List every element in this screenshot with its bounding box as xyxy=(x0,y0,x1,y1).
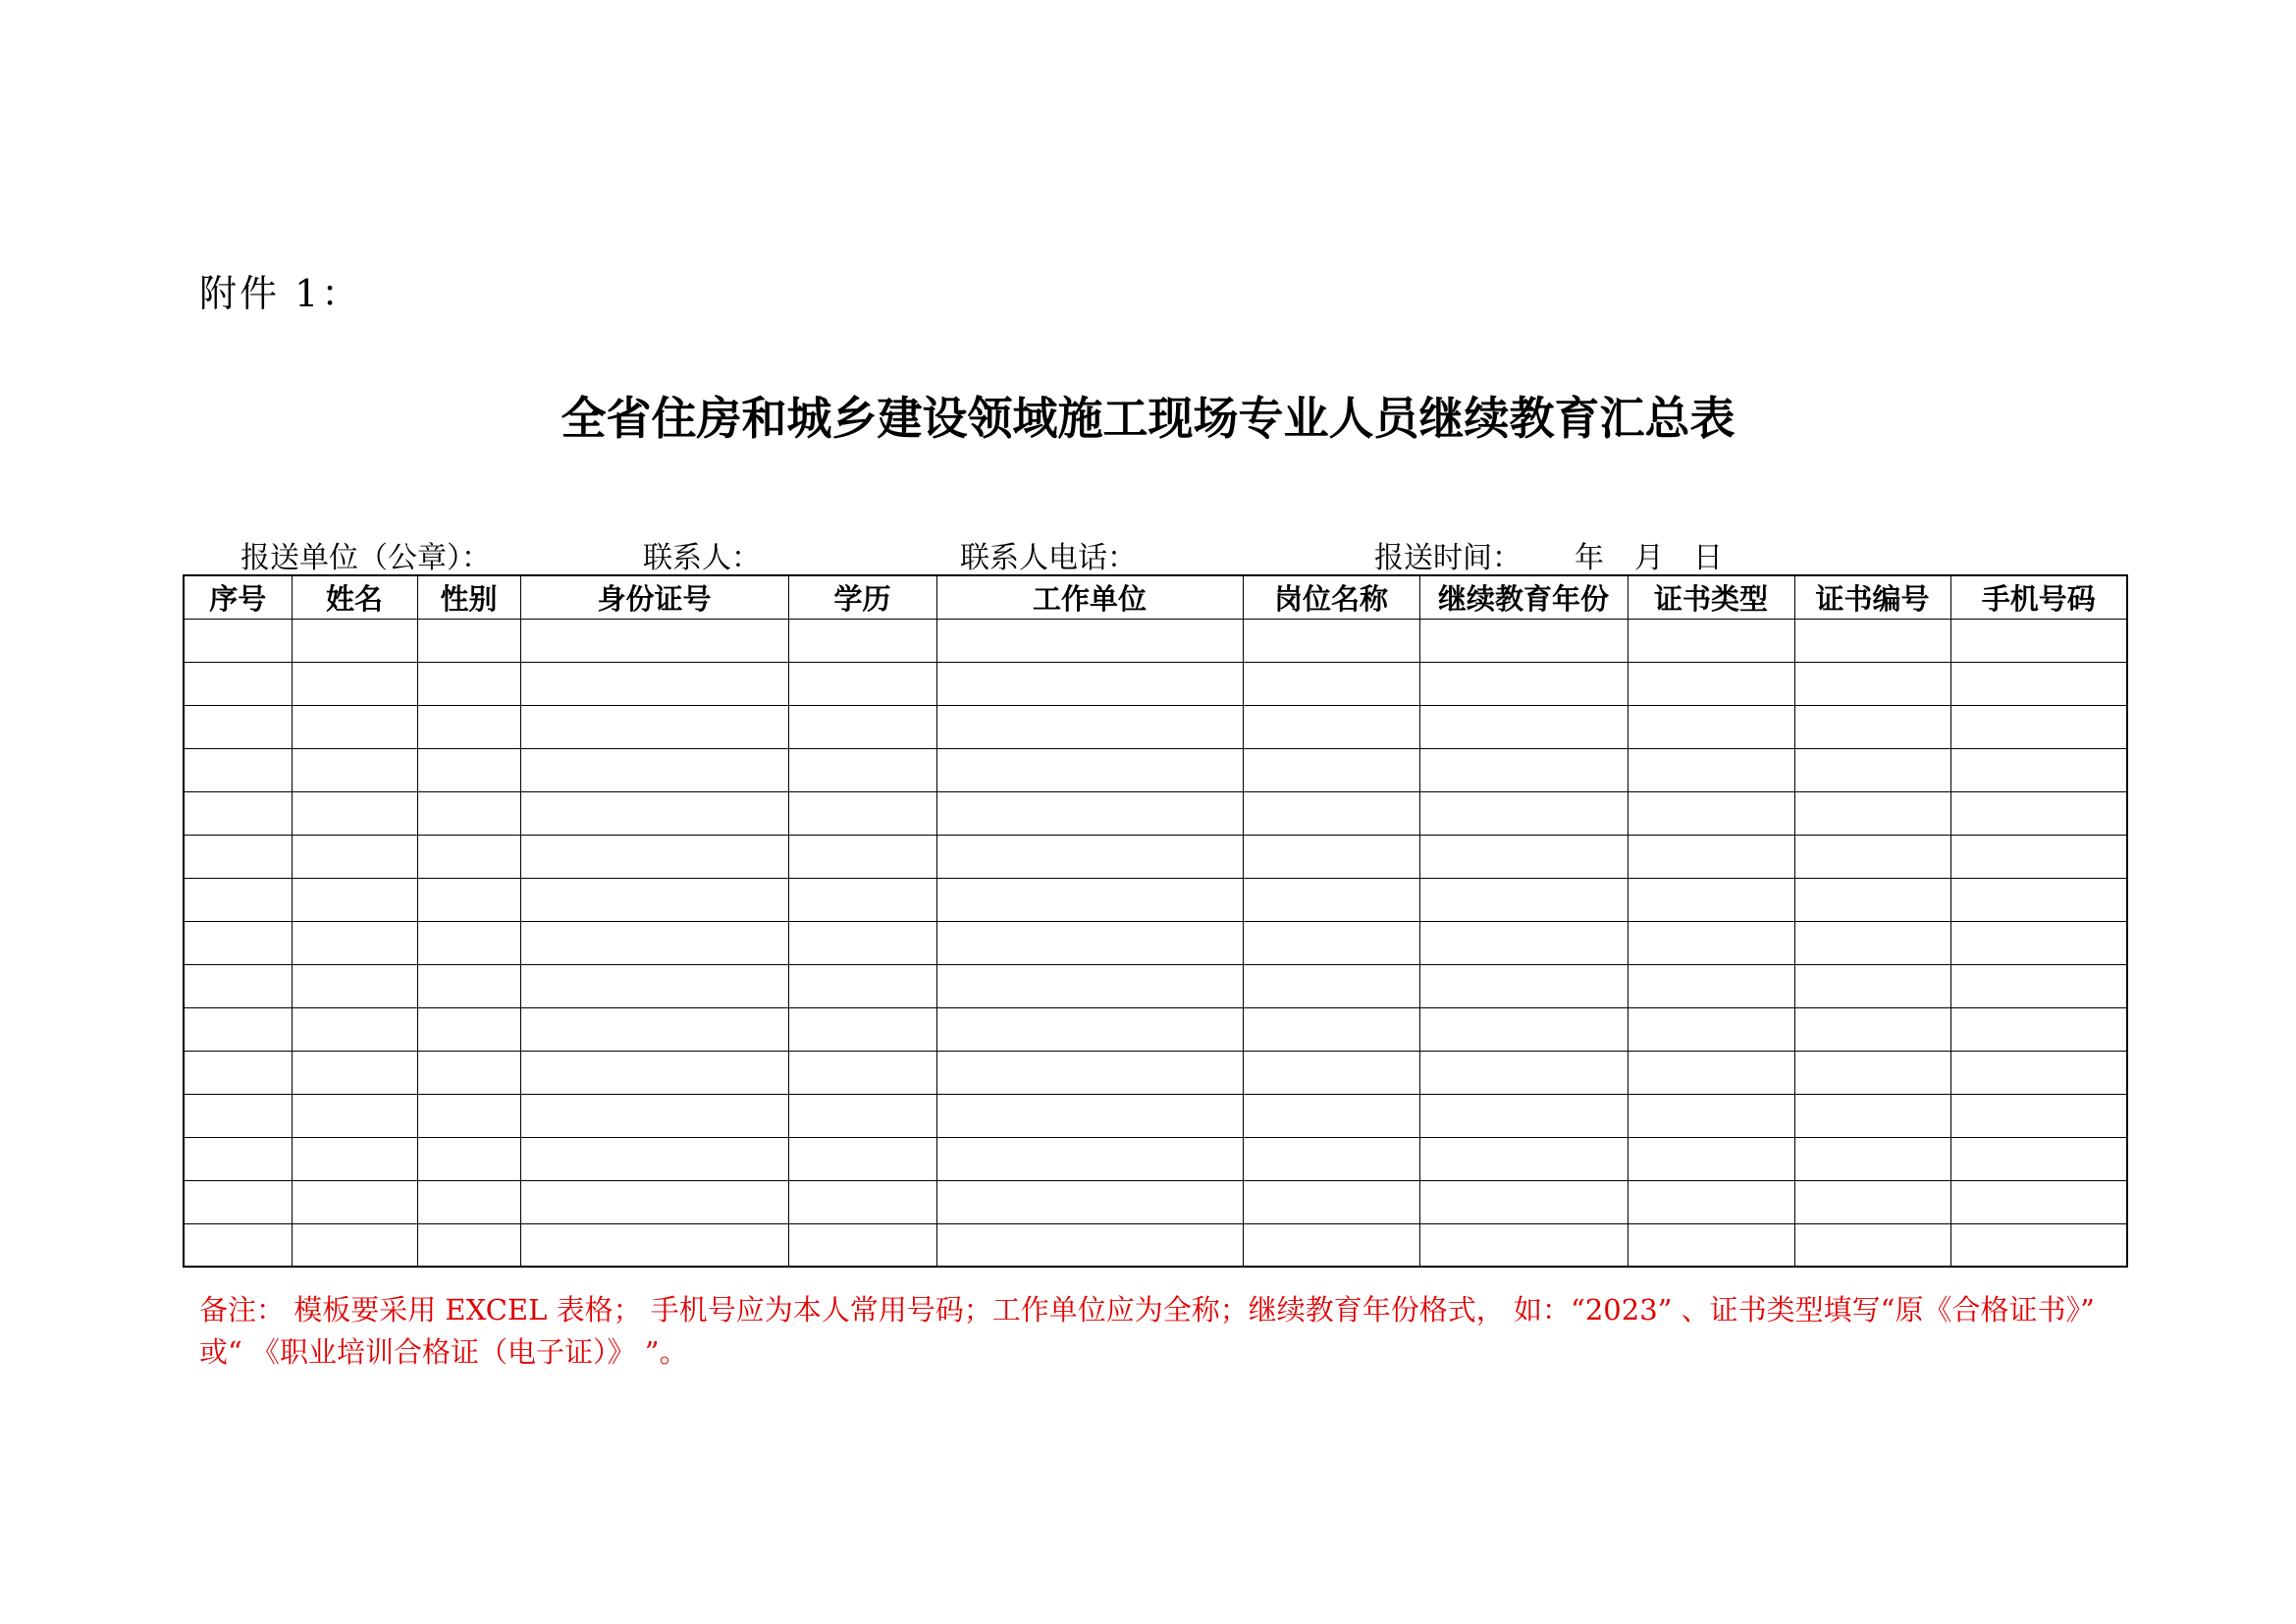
header-row xyxy=(184,575,2127,619)
table-cell xyxy=(1794,662,1950,705)
table-cell xyxy=(184,662,292,705)
table-cell xyxy=(1950,1051,2127,1094)
table-cell xyxy=(1628,1051,1794,1094)
table-cell xyxy=(184,921,292,964)
table-cell xyxy=(1950,662,2127,705)
table-cell xyxy=(292,1223,417,1267)
table-cell xyxy=(1950,1223,2127,1267)
table-cell xyxy=(292,791,417,835)
header-phone-number: 手机号码 xyxy=(1950,575,2127,619)
header-id-number: 身份证号 xyxy=(520,575,788,619)
note-line-2: 或“ 《职业培训合格证（电子证）》 ”。 xyxy=(199,1335,688,1369)
table-cell xyxy=(520,1051,788,1094)
table-cell xyxy=(1794,619,1950,662)
table-cell xyxy=(1950,791,2127,835)
table-cell xyxy=(1950,835,2127,878)
table-cell xyxy=(292,1094,417,1137)
table-cell xyxy=(788,1094,936,1137)
table-cell xyxy=(1628,835,1794,878)
attachment-label: 附件 1： xyxy=(199,272,362,315)
table-row xyxy=(184,835,2127,878)
table-cell xyxy=(520,705,788,748)
table-cell xyxy=(520,748,788,791)
table-cell xyxy=(184,1094,292,1137)
table-cell xyxy=(520,1137,788,1180)
table-cell xyxy=(1628,619,1794,662)
table-cell xyxy=(936,1137,1243,1180)
month-label: 月 xyxy=(1634,541,1664,575)
table-cell xyxy=(1794,748,1950,791)
table-cell xyxy=(936,835,1243,878)
reporting-unit-label: 报送单位（公章）： xyxy=(240,541,491,575)
table-cell xyxy=(1794,1180,1950,1223)
table-cell xyxy=(520,1223,788,1267)
table-cell xyxy=(184,1137,292,1180)
table-cell xyxy=(936,791,1243,835)
table-cell xyxy=(1794,964,1950,1007)
table-cell xyxy=(1419,1007,1628,1051)
table-row xyxy=(184,1007,2127,1051)
table-cell xyxy=(1950,1180,2127,1223)
table-cell xyxy=(1419,705,1628,748)
table-cell xyxy=(1243,1223,1419,1267)
table-cell xyxy=(788,1223,936,1267)
table-cell xyxy=(292,878,417,921)
table-row xyxy=(184,964,2127,1007)
table-cell xyxy=(184,1180,292,1223)
table-cell xyxy=(292,662,417,705)
table-cell xyxy=(1419,1094,1628,1137)
header-work-unit: 工作单位 xyxy=(936,575,1243,619)
table-cell xyxy=(1243,1094,1419,1137)
table-cell xyxy=(1950,1094,2127,1137)
table-cell xyxy=(936,921,1243,964)
table-cell xyxy=(1794,921,1950,964)
table-cell xyxy=(936,662,1243,705)
table-cell xyxy=(1950,748,2127,791)
table-cell xyxy=(1628,1007,1794,1051)
table-cell xyxy=(292,921,417,964)
table-cell xyxy=(520,835,788,878)
table-cell xyxy=(1794,1094,1950,1137)
table-cell xyxy=(1243,1051,1419,1094)
table-cell xyxy=(1419,878,1628,921)
table-cell xyxy=(936,748,1243,791)
table-cell xyxy=(1950,1137,2127,1180)
table-cell xyxy=(292,835,417,878)
table-cell xyxy=(520,1094,788,1137)
table-cell xyxy=(788,1051,936,1094)
contact-phone-label: 联系人电话： xyxy=(960,541,1137,575)
table-cell xyxy=(1628,662,1794,705)
table-cell xyxy=(1243,964,1419,1007)
table-cell xyxy=(1794,1137,1950,1180)
table-cell xyxy=(520,1007,788,1051)
table-cell xyxy=(1794,878,1950,921)
table-body xyxy=(184,619,2127,1267)
table-cell xyxy=(1628,791,1794,835)
table-cell xyxy=(417,1223,520,1267)
table-cell xyxy=(1419,662,1628,705)
table-row xyxy=(184,1137,2127,1180)
table-cell xyxy=(292,1180,417,1223)
table-cell xyxy=(1243,1007,1419,1051)
table-cell xyxy=(936,1180,1243,1223)
table-cell xyxy=(417,1094,520,1137)
table-cell xyxy=(1950,964,2127,1007)
table-cell xyxy=(788,964,936,1007)
table-cell xyxy=(417,748,520,791)
table-cell xyxy=(520,921,788,964)
table-cell xyxy=(1243,748,1419,791)
table-cell xyxy=(1794,1007,1950,1051)
table-cell xyxy=(788,1180,936,1223)
table-row xyxy=(184,1180,2127,1223)
table-cell xyxy=(936,878,1243,921)
table-cell xyxy=(1794,791,1950,835)
table-cell xyxy=(292,1137,417,1180)
table-row xyxy=(184,1094,2127,1137)
table-cell xyxy=(1243,705,1419,748)
table-cell xyxy=(1243,1180,1419,1223)
contact-person-label: 联系人： xyxy=(643,541,761,575)
table-cell xyxy=(788,878,936,921)
table-cell xyxy=(520,964,788,1007)
table-cell xyxy=(1950,1007,2127,1051)
report-time-label: 报送时间： xyxy=(1374,541,1522,575)
table-cell xyxy=(1243,619,1419,662)
table-cell xyxy=(788,921,936,964)
table-cell xyxy=(936,964,1243,1007)
table-cell xyxy=(936,1094,1243,1137)
table-cell xyxy=(292,964,417,1007)
table-cell xyxy=(184,964,292,1007)
header-certificate-type: 证书类型 xyxy=(1628,575,1794,619)
table-cell xyxy=(417,1007,520,1051)
header-education-year: 继续教育年份 xyxy=(1419,575,1628,619)
table-cell xyxy=(292,1007,417,1051)
table-cell xyxy=(520,791,788,835)
table-cell xyxy=(1243,791,1419,835)
table-row xyxy=(184,619,2127,662)
table-row xyxy=(184,921,2127,964)
table-cell xyxy=(184,1223,292,1267)
table-row xyxy=(184,1051,2127,1094)
table-cell xyxy=(1950,705,2127,748)
table-cell xyxy=(1628,1094,1794,1137)
table-cell xyxy=(417,1137,520,1180)
table-cell xyxy=(1243,835,1419,878)
table-cell xyxy=(1419,964,1628,1007)
table-cell xyxy=(1419,835,1628,878)
table-row xyxy=(184,1223,2127,1267)
table-cell xyxy=(1628,964,1794,1007)
table-cell xyxy=(1628,878,1794,921)
table-cell xyxy=(1628,921,1794,964)
table-cell xyxy=(1419,619,1628,662)
table-cell xyxy=(788,662,936,705)
table-cell xyxy=(1243,921,1419,964)
table-cell xyxy=(1794,1223,1950,1267)
table-cell xyxy=(184,1007,292,1051)
table-cell xyxy=(788,748,936,791)
table-row xyxy=(184,662,2127,705)
table-cell xyxy=(788,619,936,662)
table-cell xyxy=(417,791,520,835)
table-cell xyxy=(520,662,788,705)
table-cell xyxy=(1419,921,1628,964)
table-cell xyxy=(1794,1051,1950,1094)
day-label: 日 xyxy=(1693,541,1723,575)
table-cell xyxy=(788,705,936,748)
table-cell xyxy=(936,1007,1243,1051)
table-cell xyxy=(788,791,936,835)
note-line-1: 备注： 模板要采用 EXCEL 表格； 手机号应为本人常用号码；工作单位应为全称；继续教育年份格式， 如：“2023” 、证书类型填写“原《合格证书》” xyxy=(199,1293,2095,1326)
header-name: 姓名 xyxy=(292,575,417,619)
table-cell xyxy=(292,748,417,791)
table-row xyxy=(184,705,2127,748)
table-cell xyxy=(1794,835,1950,878)
table-cell xyxy=(1950,619,2127,662)
header-position: 岗位名称 xyxy=(1243,575,1419,619)
table-cell xyxy=(417,1180,520,1223)
table-cell xyxy=(1419,791,1628,835)
table-cell xyxy=(417,878,520,921)
table-cell xyxy=(1628,1137,1794,1180)
table-cell xyxy=(417,835,520,878)
table-cell xyxy=(184,748,292,791)
table-cell xyxy=(1419,1137,1628,1180)
table-cell xyxy=(184,878,292,921)
table-row xyxy=(184,791,2127,835)
year-label: 年 xyxy=(1575,541,1604,575)
table-row xyxy=(184,748,2127,791)
table-cell xyxy=(184,835,292,878)
table-cell xyxy=(1628,1180,1794,1223)
table-cell xyxy=(1628,1223,1794,1267)
table-cell xyxy=(936,1051,1243,1094)
table-cell xyxy=(417,921,520,964)
table-cell xyxy=(936,705,1243,748)
table-cell xyxy=(1419,1180,1628,1223)
table-cell xyxy=(520,878,788,921)
table-cell xyxy=(417,705,520,748)
table-cell xyxy=(184,705,292,748)
table-cell xyxy=(1950,921,2127,964)
header-education: 学历 xyxy=(788,575,936,619)
table-cell xyxy=(292,1051,417,1094)
table-cell xyxy=(1243,878,1419,921)
table-cell xyxy=(292,705,417,748)
table-cell xyxy=(1243,1137,1419,1180)
table-cell xyxy=(1628,705,1794,748)
header-certificate-number: 证书编号 xyxy=(1794,575,1950,619)
table-cell xyxy=(1794,705,1950,748)
table-cell xyxy=(417,662,520,705)
table-cell xyxy=(1419,748,1628,791)
table-cell xyxy=(417,619,520,662)
table-cell xyxy=(184,791,292,835)
summary-table xyxy=(183,574,2128,1268)
table-cell xyxy=(520,619,788,662)
table-cell xyxy=(788,835,936,878)
table-cell xyxy=(1419,1223,1628,1267)
header-gender: 性别 xyxy=(417,575,520,619)
table-cell xyxy=(936,1223,1243,1267)
table-cell xyxy=(1243,662,1419,705)
table-cell xyxy=(184,1051,292,1094)
table-cell xyxy=(936,619,1243,662)
table-cell xyxy=(417,964,520,1007)
table-cell xyxy=(788,1137,936,1180)
table-cell xyxy=(788,1007,936,1051)
table-cell xyxy=(292,619,417,662)
header-serial-number: 序号 xyxy=(184,575,292,619)
table-cell xyxy=(417,1051,520,1094)
table-row xyxy=(184,878,2127,921)
table-cell xyxy=(1950,878,2127,921)
document-title: 全省住房和城乡建设领域施工现场专业人员继续教育汇总表 xyxy=(561,392,1735,445)
table-cell xyxy=(1628,748,1794,791)
table-cell xyxy=(520,1180,788,1223)
table-cell xyxy=(184,619,292,662)
table-cell xyxy=(1419,1051,1628,1094)
